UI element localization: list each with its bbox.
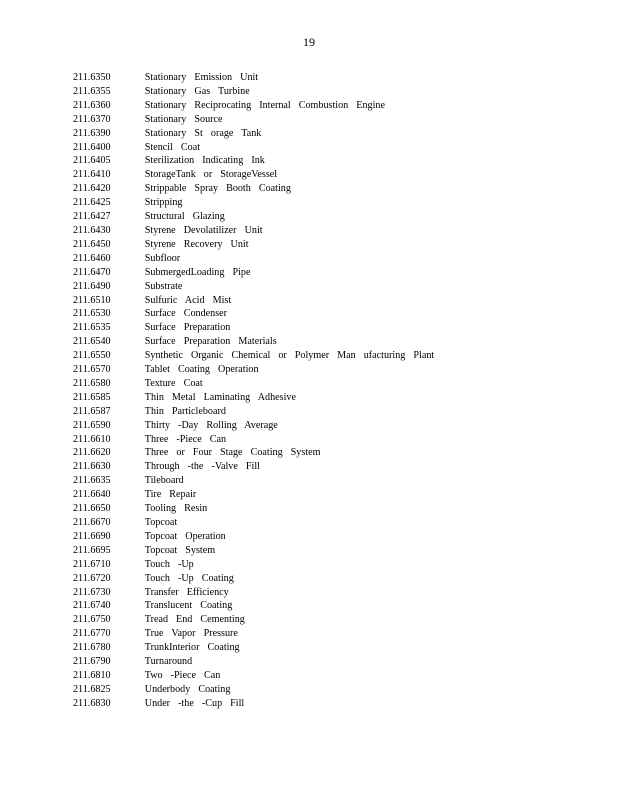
- index-entry: [73, 85, 434, 99]
- section-number: 211.6650: [73, 502, 111, 515]
- defined-term: Touch -Up Coating: [144, 571, 234, 584]
- index-entry: [73, 294, 434, 308]
- index-entry: [73, 321, 434, 335]
- section-number: 211.6530: [73, 307, 111, 320]
- index-entry: [73, 280, 434, 294]
- defined-term: True Vapor Pressure: [144, 627, 238, 640]
- section-number: 211.6470: [73, 265, 111, 278]
- section-number: 211.6810: [73, 668, 111, 681]
- defined-term: Subfloor: [144, 251, 181, 264]
- section-number: 211.6780: [73, 641, 111, 654]
- section-number: 211.6355: [73, 84, 111, 97]
- defined-term: Through -the -Valve Fill: [144, 460, 260, 473]
- section-number: 211.6740: [73, 599, 111, 612]
- section-number: 211.6690: [73, 529, 111, 542]
- section-number: 211.6390: [73, 126, 111, 139]
- index-entry: [73, 307, 434, 321]
- defined-term: Under -the -Cup Fill: [144, 696, 245, 709]
- index-entry: [73, 558, 434, 572]
- defined-term: Surface Preparation: [144, 321, 231, 334]
- index-entry: [73, 599, 434, 613]
- index-entry: [73, 238, 434, 252]
- index-entry: [73, 113, 434, 127]
- defined-term: Thin Particleboard: [144, 404, 226, 417]
- index-entry: [73, 168, 434, 182]
- defined-term: Sterilization Indicating Ink: [144, 154, 265, 167]
- section-number: 211.6427: [73, 210, 111, 223]
- section-number: 211.6420: [73, 182, 111, 195]
- defined-term: Topcoat System: [144, 543, 216, 556]
- section-number: 211.6610: [73, 432, 111, 445]
- section-number: 211.6640: [73, 488, 111, 501]
- defined-term: Stationary Reciprocating Internal Combustion Engine: [144, 98, 385, 111]
- index-entry: [73, 544, 434, 558]
- index-entry: [73, 210, 434, 224]
- index-entry: [73, 224, 434, 238]
- index-entry: [73, 474, 434, 488]
- index-entry: [73, 182, 434, 196]
- section-number: 211.6587: [73, 404, 111, 417]
- defined-term: Surface Preparation Materials: [144, 335, 277, 348]
- index-entry: [73, 419, 434, 433]
- index-entry: [73, 349, 434, 363]
- index-entry: [73, 669, 434, 683]
- index-entry: [73, 586, 434, 600]
- section-number: 211.6425: [73, 196, 111, 209]
- defined-term: Turnaround: [144, 655, 193, 668]
- section-number: 211.6830: [73, 696, 111, 709]
- index-entry: [73, 266, 434, 280]
- defined-term: Underbody Coating: [144, 682, 231, 695]
- section-number: 211.6490: [73, 279, 111, 292]
- defined-term: Tooling Resin: [144, 502, 208, 515]
- defined-term: Tileboard: [144, 474, 184, 487]
- section-number: 211.6670: [73, 516, 111, 528]
- index-entry: [73, 655, 434, 669]
- section-number: 211.6590: [73, 418, 111, 431]
- index-entry: [73, 154, 434, 168]
- index-entry: [73, 572, 434, 586]
- section-number: 211.6730: [73, 585, 111, 598]
- section-number: 211.6450: [73, 237, 111, 250]
- defined-term: Topcoat Operation: [144, 529, 226, 542]
- section-number: 211.6825: [73, 682, 111, 695]
- section-number: 211.6370: [73, 112, 111, 125]
- defined-term: Tablet Coating Operation: [144, 363, 259, 376]
- index-entry: [73, 683, 434, 697]
- index-entry: [73, 363, 434, 377]
- index-entry: [73, 641, 434, 655]
- defined-term: Strippable Spray Booth Coating: [144, 182, 291, 195]
- index-entry: [73, 252, 434, 266]
- section-number: 211.6410: [73, 168, 111, 181]
- index-entry: [73, 71, 434, 85]
- index-entry: [73, 530, 434, 544]
- index-entry: [73, 377, 434, 391]
- index-entry: [73, 516, 434, 530]
- section-number: 211.6580: [73, 376, 111, 389]
- index-entry: [73, 446, 434, 460]
- section-number: 211.6405: [73, 154, 111, 167]
- defined-term: Tread End Cementing: [144, 613, 245, 626]
- index-entry: [73, 141, 434, 155]
- index-entry: [73, 405, 434, 419]
- index-entry: [73, 196, 434, 210]
- defined-term: Two -Piece Can: [144, 668, 221, 681]
- defined-term: Styrene Devolatilizer Unit: [144, 223, 263, 236]
- defined-term: Substrate: [144, 279, 183, 292]
- section-number: 211.6360: [73, 98, 111, 111]
- defined-term: Stationary Emission Unit: [144, 71, 259, 83]
- section-number: 211.6535: [73, 321, 111, 334]
- defined-term: Touch -Up: [144, 557, 194, 570]
- section-number: 211.6720: [73, 571, 111, 584]
- section-number: 211.6510: [73, 293, 111, 306]
- section-number: 211.6540: [73, 335, 111, 348]
- defined-term: Translucent Coating: [144, 599, 233, 612]
- defined-term: Transfer Efficiency: [144, 585, 229, 598]
- defined-term: Stationary St orage Tank: [144, 126, 262, 139]
- defined-term: Texture Coat: [144, 376, 203, 389]
- defined-term: Three -Piece Can: [144, 432, 227, 445]
- defined-term: Styrene Recovery Unit: [144, 237, 249, 250]
- defined-term: SubmergedLoading Pipe: [144, 265, 251, 278]
- section-number: 211.6630: [73, 460, 111, 473]
- defined-term: Stencil Coat: [144, 140, 201, 153]
- defined-term: Sulfuric Acid Mist: [144, 293, 232, 306]
- section-number: 211.6550: [73, 349, 111, 362]
- defined-term: Synthetic Organic Chemical or Polymer Man ufacturing Plant: [144, 349, 435, 362]
- index-entry: [73, 488, 434, 502]
- section-number: 211.6350: [73, 71, 111, 83]
- section-number: 211.6585: [73, 390, 111, 403]
- section-number: 211.6750: [73, 613, 111, 626]
- section-number: 211.6790: [73, 655, 111, 668]
- section-number: 211.6430: [73, 223, 111, 236]
- section-number: 211.6710: [73, 557, 111, 570]
- index-entry: [73, 335, 434, 349]
- page-number: 19: [303, 35, 315, 49]
- defined-term: Surface Condenser: [144, 307, 227, 320]
- index-entry: [73, 697, 434, 711]
- section-number: 211.6400: [73, 140, 111, 153]
- section-number: 211.6620: [73, 446, 111, 459]
- index-entry: [73, 391, 434, 405]
- section-number: 211.6635: [73, 474, 111, 487]
- defined-term: TrunkInterior Coating: [144, 641, 240, 654]
- defined-term: Stationary Gas Turbine: [144, 84, 250, 97]
- defined-term: Stationary Source: [144, 112, 223, 125]
- index-entry: [73, 627, 434, 641]
- definition-index-list: [73, 71, 466, 711]
- defined-term: Stripping: [144, 196, 183, 209]
- index-entry: [73, 613, 434, 627]
- defined-term: Tire Repair: [144, 488, 197, 501]
- index-entry: [73, 99, 434, 113]
- defined-term: StorageTank or StorageVessel: [144, 168, 278, 181]
- section-number: 211.6570: [73, 363, 111, 376]
- defined-term: Three or Four Stage Coating System: [144, 446, 321, 459]
- defined-term: Structural Glazing: [144, 210, 225, 223]
- index-entry: [73, 433, 434, 447]
- section-number: 211.6460: [73, 251, 111, 264]
- section-number: 211.6695: [73, 543, 111, 556]
- defined-term: Topcoat: [144, 516, 178, 528]
- defined-term: Thirty -Day Rolling Average: [144, 418, 278, 431]
- index-entry: [73, 502, 434, 516]
- section-number: 211.6770: [73, 627, 111, 640]
- defined-term: Thin Metal Laminating Adhesive: [144, 390, 296, 403]
- index-entry: [73, 460, 434, 474]
- index-entry: [73, 127, 434, 141]
